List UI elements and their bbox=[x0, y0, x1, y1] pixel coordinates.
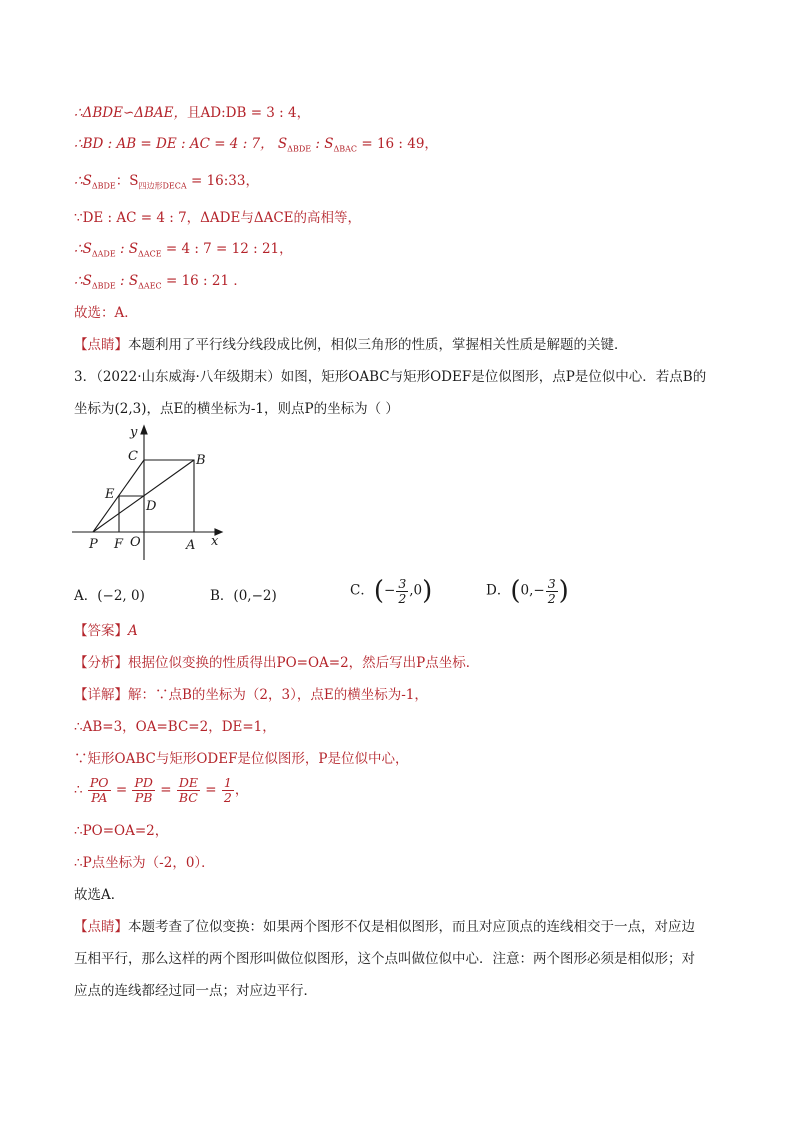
step-3-fractions: ∴ $\frac{PO}{PA}$ = $\frac{PD}{PB}$ = $\frac{DE}{BC}$ = $\frac{1}{2}$ ， bbox=[74, 775, 249, 805]
label-e: E bbox=[105, 487, 115, 502]
analysis-line: 【分析】根据位似变换的性质得出PO=OA=2，然后写出P点坐标． bbox=[74, 655, 480, 671]
choice-b[interactable]: B．(0,−2) bbox=[210, 588, 277, 604]
line-area-quadrilateral: $\therefore S_{\Delta BDE}$：$S_{四边形DECA}$ = 16:33， bbox=[74, 173, 259, 191]
choice-d[interactable]: D．(0,− $\frac{3}{2}$ ) bbox=[486, 575, 569, 606]
label-p: P bbox=[89, 537, 98, 552]
tip-line-1: 【点睛】本题考查了位似变换：如果两个图形不仅是相似图形，而且对应顶点的连线相交于一点，对应边 bbox=[74, 919, 695, 935]
answer-line: 【答案】A bbox=[74, 623, 138, 639]
label-b: B bbox=[196, 453, 206, 468]
line-choose-a: 故选：A． bbox=[74, 305, 138, 321]
line-area-ade-ace: $\therefore S_{\Delta ADE}$ : $S_{\Delta ACE} = 4$ : 7 = 12 : 21， bbox=[74, 241, 293, 259]
label-o: O bbox=[130, 535, 141, 550]
step-2: ∵矩形OABC与矩形ODEF是位似图形，P是位似中心， bbox=[74, 751, 409, 767]
step-1: ∴AB=3，OA=BC=2，DE=1， bbox=[74, 719, 276, 735]
question-3-line-2: 坐标为(2,3)，点E的横坐标为-1，则点P的坐标为（ ） bbox=[74, 401, 399, 417]
label-c: C bbox=[128, 449, 138, 464]
label-x: x bbox=[211, 534, 219, 549]
step-4: ∴PO=OA=2， bbox=[74, 823, 169, 839]
label-f: F bbox=[114, 537, 124, 552]
rectangle-oabc bbox=[144, 460, 194, 532]
line-comment-1: 【点睛】本题利用了平行线分线段成比例，相似三角形的性质，掌握相关性质是解题的关键． bbox=[74, 337, 628, 353]
rectangle-odef bbox=[119, 496, 144, 532]
detail-line: 【详解】解：∵点B的坐标为（2，3），点E的横坐标为-1， bbox=[74, 687, 428, 703]
choice-c[interactable]: C．(− $\frac{3}{2}$ ,0) bbox=[350, 575, 433, 606]
step-5: ∴P点坐标为（-2，0）． bbox=[74, 855, 215, 871]
step-6: 故选A． bbox=[74, 887, 125, 903]
line-area-bde-aec: $\therefore S_{\Delta BDE}$ : $S_{\Delta AEC} = 16$ : 21 ． bbox=[74, 273, 247, 291]
tip-line-2: 互相平行，那么这样的两个图形叫做位似图形，这个点叫做位似中心．注意：两个图形必须是相似形；对 bbox=[74, 951, 695, 967]
label-a: A bbox=[186, 538, 196, 553]
tip-line-3: 应点的连线都经过同一点；对应边平行． bbox=[74, 983, 317, 999]
line-height-equal: ∵DE : AC = 4 : 7，ΔADE与ΔACE的高相等， bbox=[74, 210, 362, 226]
choice-a[interactable]: A．(−2, 0) bbox=[74, 588, 145, 604]
y-axis-arrow bbox=[141, 426, 147, 434]
question-3-line-1: 3．（2022·山东威海·八年级期末）如图，矩形OABC与矩形ODEF是位似图形，点P是位似中心．若点B的 bbox=[74, 369, 707, 385]
coordinate-figure bbox=[72, 422, 232, 562]
line-similar-triangles: ∴ΔBDE∽ΔBAE，且AD:DB = 3 : 4， bbox=[74, 105, 311, 121]
label-y: y bbox=[130, 425, 138, 440]
line-ratio-area: ∴BD : AB = DE : AC = 4 : 7， $S_{\Delta BDE}$ : $S_{\Delta BAC} = 16$ : 49， bbox=[74, 136, 438, 154]
label-d: D bbox=[146, 499, 157, 514]
